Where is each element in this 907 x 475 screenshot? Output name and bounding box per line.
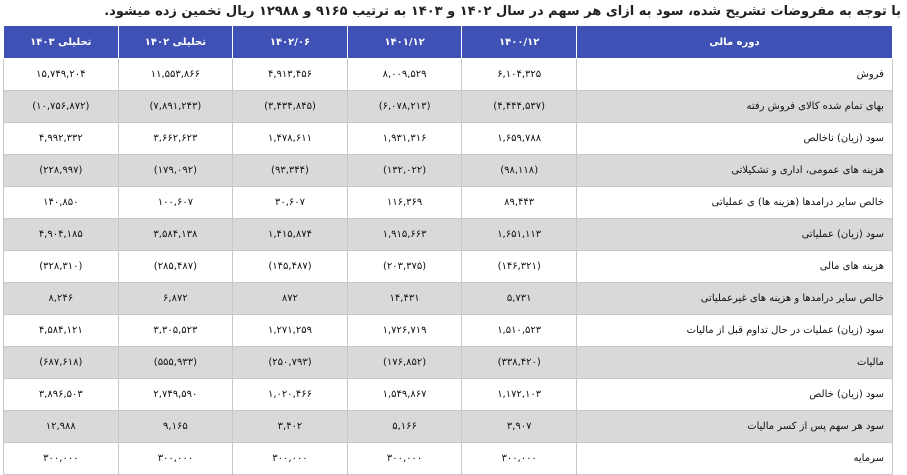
cell-value: ۸,۲۴۶ [4,283,119,315]
cell-value: (۱۴۵,۴۸۷) [233,251,348,283]
table-row [4,59,893,91]
row-label: فروش [576,59,892,91]
cell-value: ۴,۵۸۴,۱۲۱ [4,315,119,347]
cell-value: ۴,۹۰۴,۱۸۵ [4,219,119,251]
header-1401-12: ۱۴۰۱/۱۲ [347,26,462,59]
table-row [4,155,893,187]
row-label: سود (زیان) ناخالص [576,123,892,155]
row-label: سود (زیان) خالص [576,379,892,411]
cell-value: (۶,۰۷۸,۲۱۳) [347,91,462,123]
cell-value: (۲۸۵,۴۸۷) [118,251,233,283]
cell-value: ۳۰۰,۰۰۰ [462,443,577,475]
cell-value: ۱,۰۲۰,۴۶۶ [233,379,348,411]
cell-value: ۶,۱۰۴,۳۲۵ [462,59,577,91]
cell-value: ۳۰۰,۰۰۰ [347,443,462,475]
cell-value: ۳۰,۶۰۷ [233,187,348,219]
row-label: سود (زیان) عملیات در حال تداوم قبل از مالیات [576,315,892,347]
cell-value: ۳,۴۰۲ [233,411,348,443]
table-row [4,187,893,219]
cell-value: ۳۰۰,۰۰۰ [118,443,233,475]
table-row [4,123,893,155]
table-row [4,347,893,379]
cell-value: ۱,۴۱۵,۸۷۴ [233,219,348,251]
cell-value: ۱,۱۷۲,۱۰۳ [462,379,577,411]
cell-value: (۱۰,۷۵۶,۸۷۲) [4,91,119,123]
cell-value: (۳۳۸,۴۲۰) [462,347,577,379]
cell-value: ۳۰۰,۰۰۰ [233,443,348,475]
cell-value: ۸۷۲ [233,283,348,315]
cell-value: ۴,۹۹۲,۳۳۲ [4,123,119,155]
cell-value: (۳۲۸,۳۱۰) [4,251,119,283]
cell-value: (۳,۴۳۴,۸۴۵) [233,91,348,123]
cell-value: ۸,۰۰۹,۵۲۹ [347,59,462,91]
cell-value: (۲۵۰,۷۹۳) [233,347,348,379]
cell-value: (۱۴۶,۳۲۱) [462,251,577,283]
header-1402-06: ۱۴۰۲/۰۶ [233,26,348,59]
cell-value: ۱۱۶,۳۶۹ [347,187,462,219]
cell-value: ۳,۶۶۲,۶۲۳ [118,123,233,155]
cell-value: ۲,۷۴۹,۵۹۰ [118,379,233,411]
header-period: دوره مالی [576,26,892,59]
row-label: سود (زیان) عملیاتی [576,219,892,251]
header-forecast-1403: تحلیلی ۱۴۰۳ [4,26,119,59]
row-label: خالص سایر درامدها (هزینه ها) ی عملیاتی [576,187,892,219]
table-row [4,219,893,251]
cell-value: (۷,۸۹۱,۲۴۳) [118,91,233,123]
cell-value: (۵۵۵,۹۳۳) [118,347,233,379]
cell-value: ۱,۶۵۹,۷۸۸ [462,123,577,155]
table-row [4,411,893,443]
cell-value: (۲۰۳,۳۷۵) [347,251,462,283]
row-label: مالیات [576,347,892,379]
cell-value: ۶,۸۷۲ [118,283,233,315]
row-label: هزینه های عمومی، اداری و تشکیلاتی [576,155,892,187]
cell-value: ۱,۵۴۹,۸۶۷ [347,379,462,411]
cell-value: ۱۱,۵۵۳,۸۶۶ [118,59,233,91]
row-label: سرمایه [576,443,892,475]
cell-value: ۳,۹۰۷ [462,411,577,443]
cell-value: ۱۰۰,۶۰۷ [118,187,233,219]
cell-value: ۱۴,۴۳۱ [347,283,462,315]
table-header-row [4,26,893,59]
cell-value: (۴,۴۴۴,۵۳۷) [462,91,577,123]
cell-value: (۱۳۲,۰۲۲) [347,155,462,187]
table-row [4,283,893,315]
cell-value: (۱۷۶,۸۵۲) [347,347,462,379]
cell-value: (۲۲۸,۹۹۷) [4,155,119,187]
cell-value: (۹۸,۱۱۸) [462,155,577,187]
table-row [4,91,893,123]
cell-value: ۱,۲۷۱,۲۵۹ [233,315,348,347]
row-label: سود هر سهم پس از کسر مالیات [576,411,892,443]
cell-value: ۵,۱۶۶ [347,411,462,443]
cell-value: ۳,۵۸۴,۱۳۸ [118,219,233,251]
row-label: هزینه های مالی [576,251,892,283]
cell-value: ۳,۳۰۵,۵۲۳ [118,315,233,347]
header-forecast-1402: تحلیلی ۱۴۰۲ [118,26,233,59]
cell-value: ۱,۴۷۸,۶۱۱ [233,123,348,155]
header-1400-12: ۱۴۰۰/۱۲ [462,26,577,59]
cell-value: ۱,۶۵۱,۱۱۳ [462,219,577,251]
cell-value: (۱۷۹,۰۹۲) [118,155,233,187]
cell-value: ۱۴۰,۸۵۰ [4,187,119,219]
table-body [4,59,893,475]
cell-value: ۱,۹۱۵,۶۶۳ [347,219,462,251]
cell-value: ۳۰۰,۰۰۰ [4,443,119,475]
intro-text: با توجه به مفروضات تشریح شده، سود به ازای هر سهم در سال ۱۴۰۲ و ۱۴۰۳ به ترتیب ۹۱۶۵ و ۱۲۹۸۸ ریال تخمین زده میشود. [104,4,901,19]
table-row [4,315,893,347]
cell-value: ۱۲,۹۸۸ [4,411,119,443]
table-row [4,379,893,411]
cell-value: ۹,۱۶۵ [118,411,233,443]
cell-value: (۶۸۷,۶۱۸) [4,347,119,379]
row-label: خالص سایر درامدها و هزینه های غیرعملیاتی [576,283,892,315]
cell-value: ۵,۷۳۱ [462,283,577,315]
table-row [4,443,893,475]
cell-value: ۱,۹۳۱,۳۱۶ [347,123,462,155]
cell-value: ۱۵,۷۴۹,۲۰۴ [4,59,119,91]
cell-value: ۳,۸۹۶,۵۰۳ [4,379,119,411]
cell-value: ۴,۹۱۳,۴۵۶ [233,59,348,91]
cell-value: ۱,۵۱۰,۵۲۳ [462,315,577,347]
cell-value: (۹۳,۳۴۴) [233,155,348,187]
financial-forecast-table [3,25,893,475]
row-label: بهای تمام شده کالای فروش رفته [576,91,892,123]
cell-value: ۱,۷۲۶,۷۱۹ [347,315,462,347]
cell-value: ۸۹,۴۴۳ [462,187,577,219]
table-row [4,251,893,283]
